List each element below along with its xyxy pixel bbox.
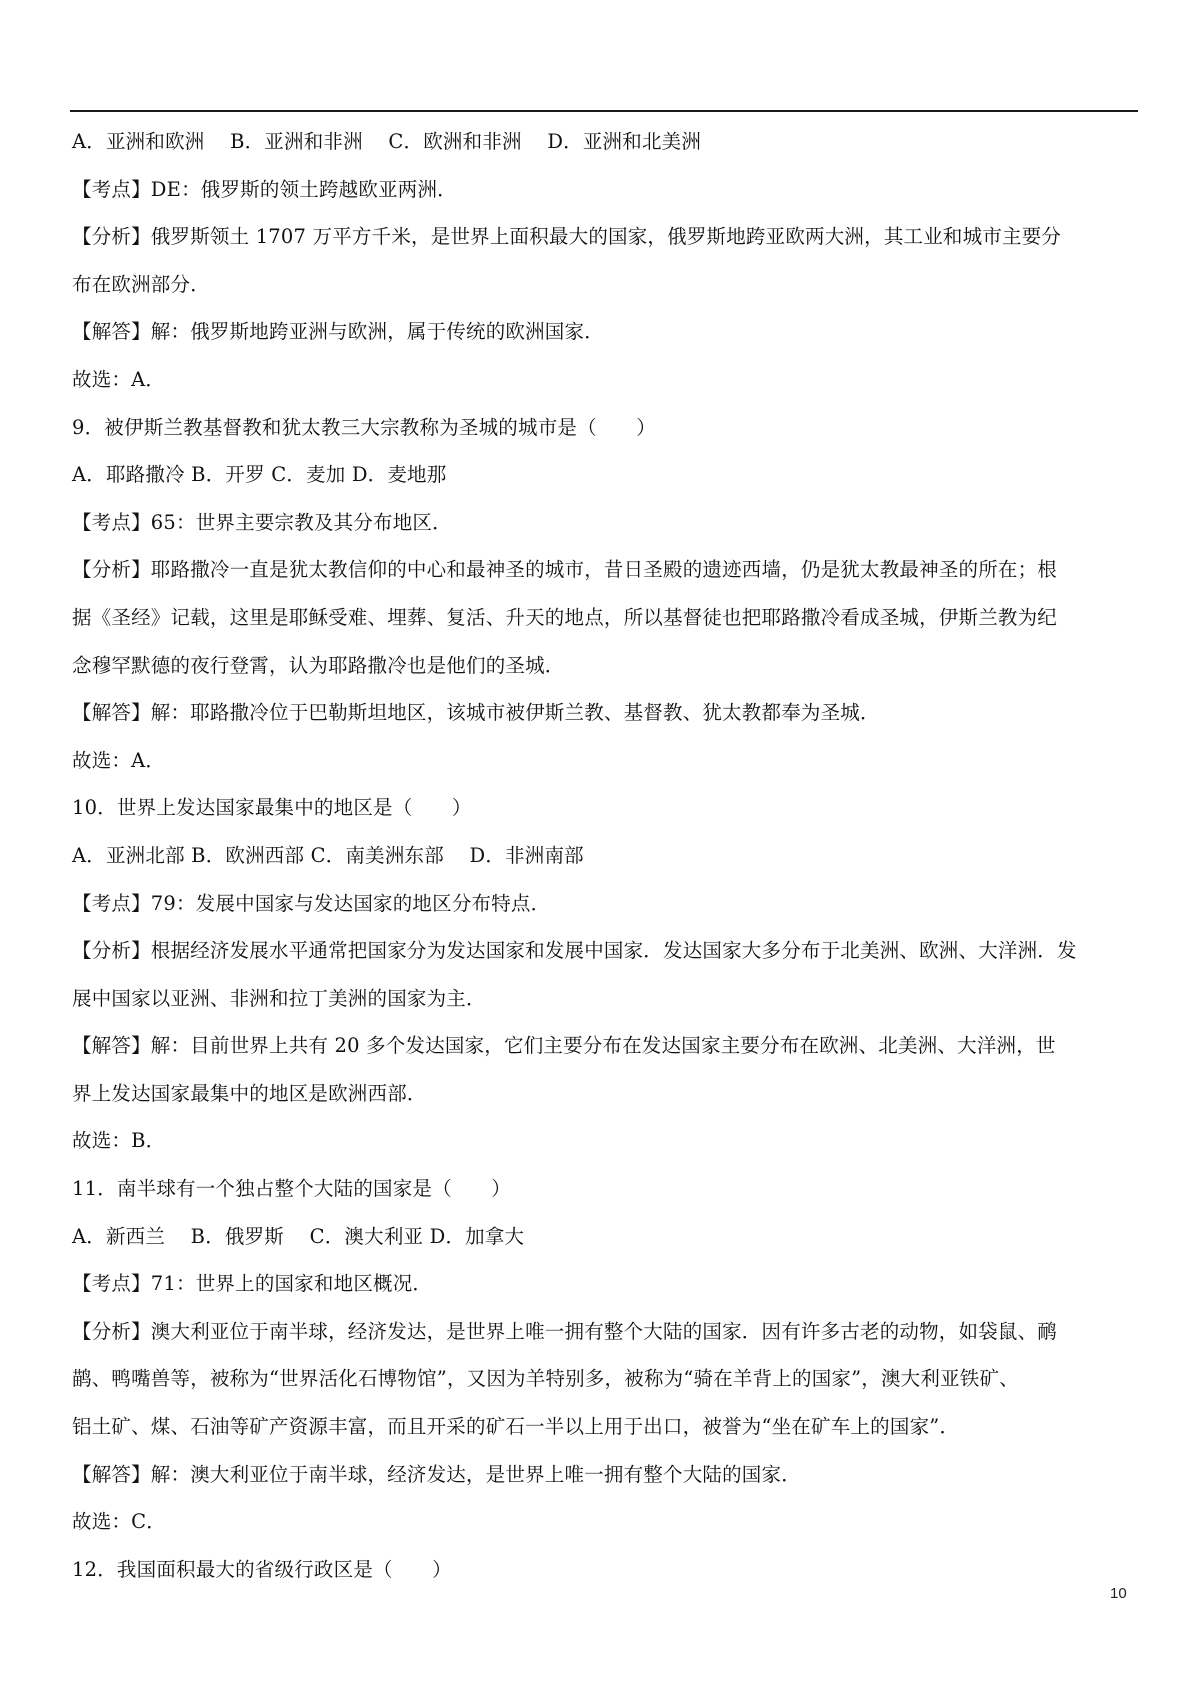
header-rule [70, 110, 1138, 112]
text-line: 故选：A． [72, 367, 166, 391]
text-line: 【解答】解：俄罗斯地跨亚洲与欧洲，属于传统的欧洲国家． [72, 320, 604, 344]
text-line: 【考点】79：发展中国家与发达国家的地区分布特点． [72, 891, 551, 915]
text-line: 【分析】俄罗斯领土 1707 万平方千米，是世界上面积最大的国家，俄罗斯地跨亚欧两大洲，其工业和城市主要分 [72, 225, 1062, 249]
text-line: 【考点】65：世界主要宗教及其分布地区． [72, 510, 452, 534]
text-line: 铝土矿、煤、石油等矿产资源丰富，而且开采的矿石一半以上用于出口，被誉为“坐在矿车上的国家”． [72, 1415, 960, 1439]
text-line: A．亚洲北部 B．欧洲西部 C．南美洲东部 D．非洲南部 [72, 843, 584, 867]
text-line: 展中国家以亚洲、非洲和拉丁美洲的国家为主． [72, 986, 486, 1010]
text-line: 【解答】解：耶路撒冷位于巴勒斯坦地区，该城市被伊斯兰教、基督教、犹太教都奉为圣城． [72, 701, 880, 725]
page-number: 10 [1110, 1585, 1127, 1602]
question-11: 11．南半球有一个独占整个大陆的国家是（ ） [72, 1177, 511, 1201]
text-line: 故选：C． [72, 1510, 166, 1534]
question-10: 10．世界上发达国家最集中的地区是（ ） [72, 796, 472, 820]
question-9: 9．被伊斯兰教基督教和犹太教三大宗教称为圣城的城市是（ ） [72, 415, 656, 439]
text-line: 布在欧洲部分． [72, 272, 210, 296]
text-line: 故选：A． [72, 748, 166, 772]
text-line: 【解答】解：澳大利亚位于南半球，经济发达，是世界上唯一拥有整个大陆的国家． [72, 1462, 801, 1486]
document-body [72, 118, 1140, 1593]
text-line: 故选：B． [72, 1129, 166, 1153]
text-line: A．耶路撒冷 B．开罗 C．麦加 D．麦地那 [72, 463, 447, 487]
text-line: 【解答】解：目前世界上共有 20 多个发达国家，它们主要分布在发达国家主要分布在欧洲、北美洲、大洋洲，世 [72, 1034, 1056, 1058]
question-12: 12．我国面积最大的省级行政区是（ ） [72, 1557, 452, 1581]
text-line: 【考点】71：世界上的国家和地区概况． [72, 1272, 433, 1296]
text-line: 念穆罕默德的夜行登霄，认为耶路撒冷也是他们的圣城． [72, 653, 565, 677]
text-line: 【分析】根据经济发展水平通常把国家分为发达国家和发展中国家．发达国家大多分布于北美洲、欧洲、大洋洲．发 [72, 939, 1077, 963]
text-line: 鹋、鸭嘴兽等，被称为“世界活化石博物馆”，又因为羊特别多，被称为“骑在羊背上的国家”，澳大利亚铁矿、 [72, 1367, 1019, 1391]
text-line: A．亚洲和欧洲 B．亚洲和非洲 C．欧洲和非洲 D．亚洲和北美洲 [72, 130, 702, 153]
text-line: 据《圣经》记载，这里是耶稣受难、埋葬、复活、升天的地点，所以基督徒也把耶路撒冷看成圣城，伊斯兰教为纪 [72, 605, 1058, 629]
text-line: 【考点】DE：俄罗斯的领土跨越欧亚两洲． [72, 177, 457, 201]
text-line: 【分析】耶路撒冷一直是犹太教信仰的中心和最神圣的城市，昔日圣殿的遗迹西墙，仍是犹太教最神圣的所在；根 [72, 558, 1058, 582]
text-line: A．新西兰 B．俄罗斯 C．澳大利亚 D．加拿大 [72, 1224, 525, 1248]
text-line: 界上发达国家最集中的地区是欧洲西部． [72, 1081, 427, 1105]
text-line: 【分析】澳大利亚位于南半球，经济发达，是世界上唯一拥有整个大陆的国家．因有许多古老的动物，如袋鼠、鸸 [72, 1319, 1058, 1343]
